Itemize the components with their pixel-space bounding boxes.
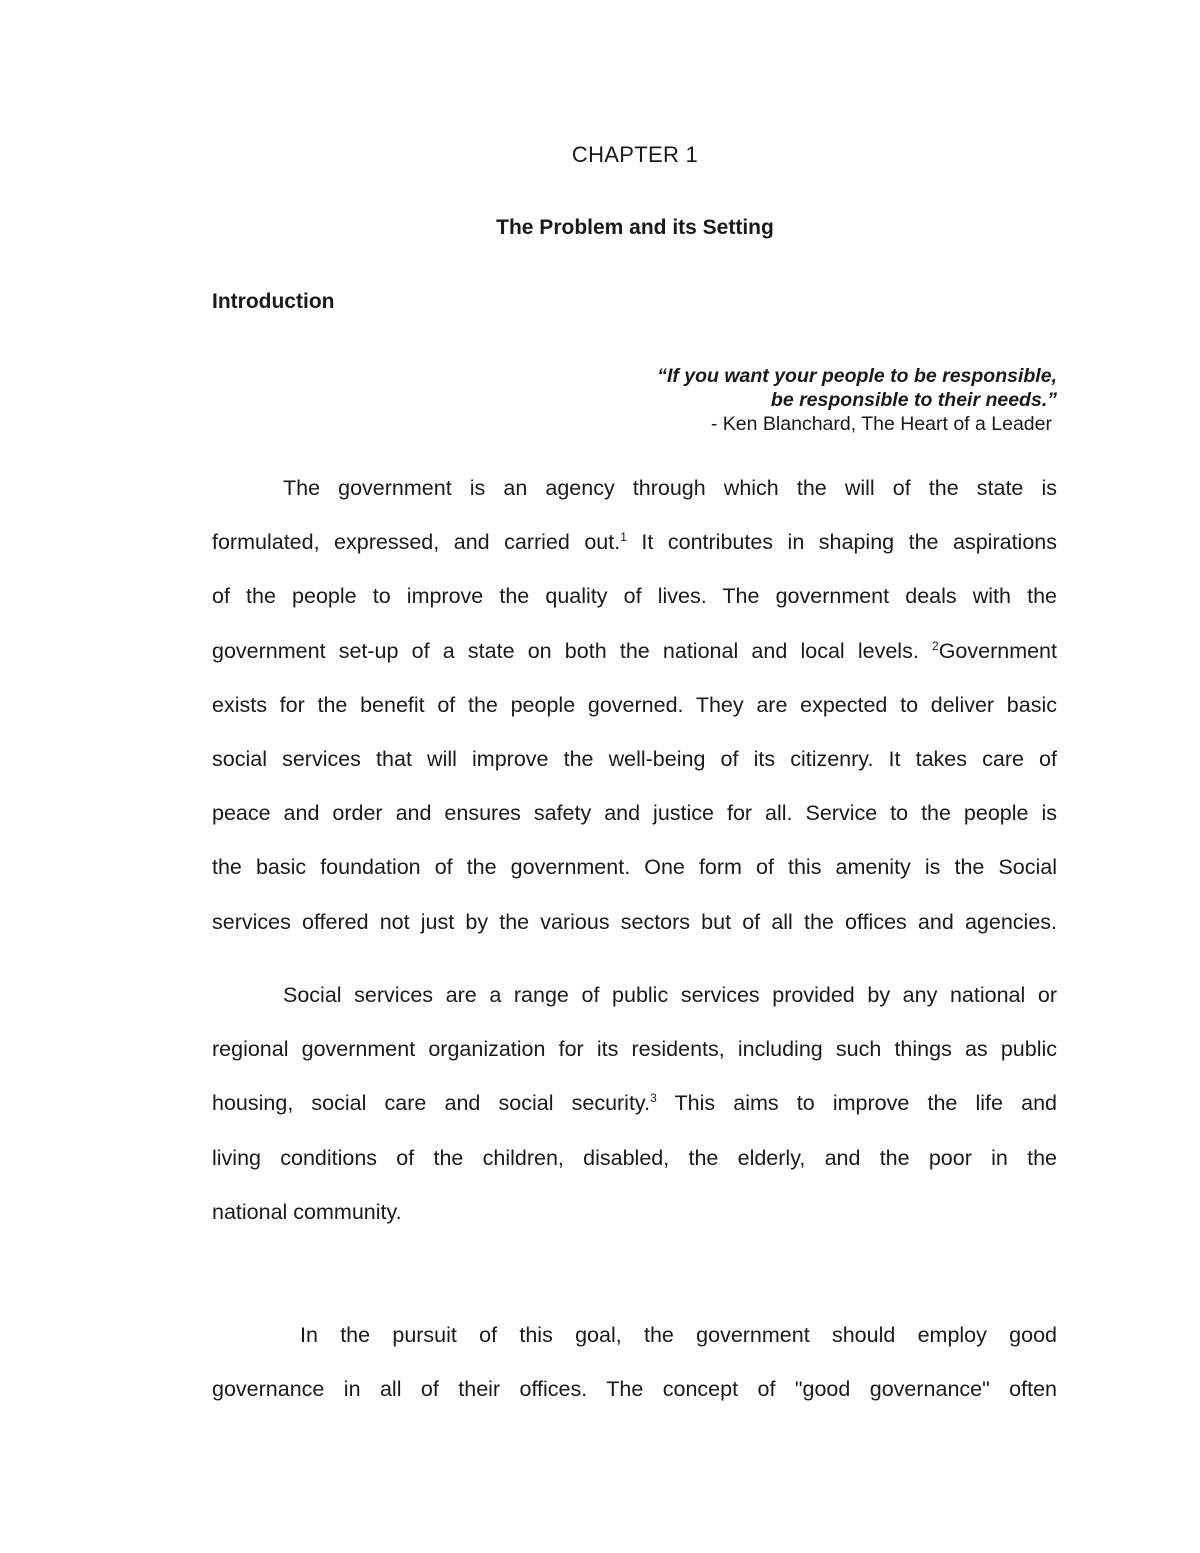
paragraph-line: national community.: [212, 1199, 402, 1224]
section-heading-introduction: Introduction: [212, 290, 335, 313]
paragraph-line: regional government organization for its residents, including such things as public: [212, 1037, 1057, 1062]
paragraph-line: services offered not just by the various sectors but of all the offices and agencies.: [212, 909, 1057, 934]
paragraph-line: [212, 624, 1057, 678]
paragraph-line: social services that will improve the well-being of its citizenry. It takes care of: [212, 747, 1057, 772]
epigraph-line-2: be responsible to their needs.”: [770, 389, 1057, 411]
paragraph-line: exists for the benefit of the people governed. They are expected to deliver basic: [212, 692, 1057, 717]
text-run: This aims to improve the life and: [656, 1091, 1058, 1116]
chapter-title: The Problem and its Setting: [496, 216, 774, 239]
footnote-ref-2: 2: [932, 638, 939, 653]
paragraph-line: governance in all of their offices. The concept of "good governance" often: [212, 1377, 1057, 1402]
text-run: Government: [938, 638, 1057, 663]
epigraph-line-1: “If you want your people to be responsible,: [657, 365, 1057, 387]
text-run: It contributes in shaping the aspirations: [626, 530, 1057, 555]
paragraph-line: Social services are a range of public services provided by any national or: [283, 983, 1057, 1007]
paragraph-2: [212, 968, 1057, 1239]
paragraph-3: [212, 1308, 1057, 1416]
text-run: government set-up of a state on both the national and local levels.: [212, 638, 932, 663]
text-run: housing, social care and social security.: [212, 1091, 651, 1116]
paragraph-line: [212, 1076, 1057, 1130]
paragraph-line: peace and order and ensures safety and justice for all. Service to the people is: [212, 801, 1057, 826]
chapter-label: CHAPTER 1: [571, 142, 699, 167]
paragraph-1: [212, 461, 1057, 949]
epigraph-attribution: - Ken Blanchard, The Heart of a Leader: [710, 413, 1052, 435]
footnote-ref-3: 3: [650, 1091, 657, 1106]
paragraph-line: The government is an agency through which the will of the state is: [283, 476, 1057, 500]
epigraph-quote: [657, 364, 1057, 436]
paragraph-line: of the people to improve the quality of lives. The government deals with the: [212, 584, 1057, 609]
text-run: formulated, expressed, and carried out.: [212, 530, 621, 555]
paragraph-line: the basic foundation of the government. One form of this amenity is the Social: [212, 855, 1057, 880]
paragraph-line: [212, 515, 1057, 569]
paragraph-line: living conditions of the children, disabled, the elderly, and the poor in the: [212, 1145, 1057, 1170]
paragraph-line: In the pursuit of this goal, the government should employ good: [300, 1323, 1057, 1347]
footnote-ref-1: 1: [620, 530, 627, 545]
